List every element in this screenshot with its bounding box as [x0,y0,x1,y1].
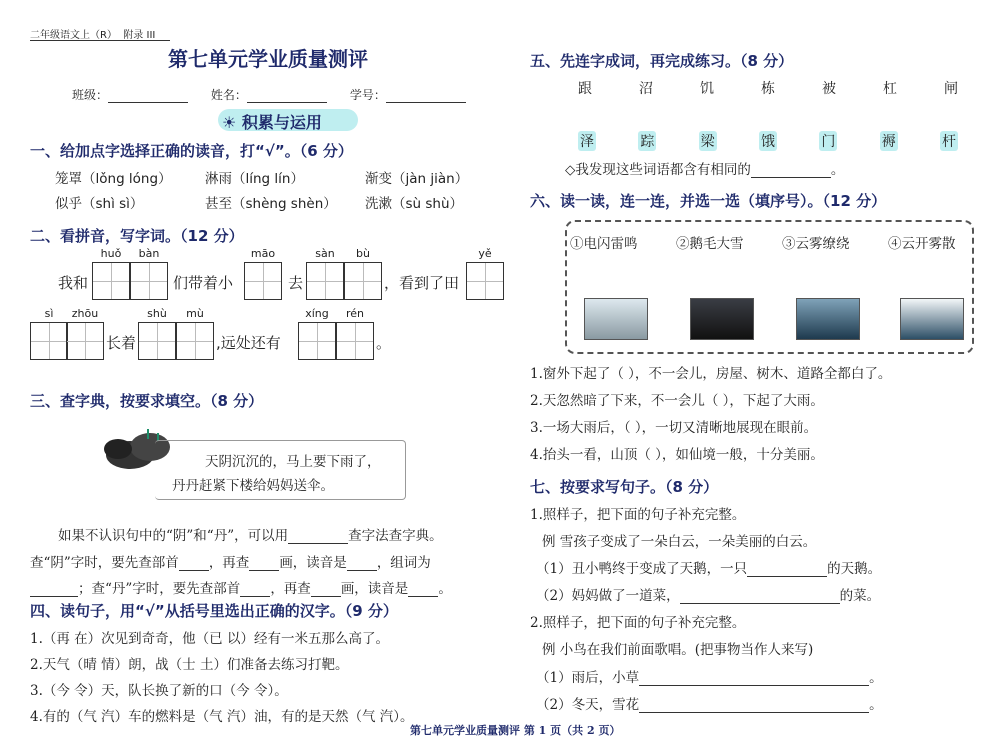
writing-box[interactable] [66,322,104,360]
option: ③云雾缭绕 [782,236,850,252]
word-char[interactable]: 杆 [940,131,958,151]
q6-item: 2.天忽然暗了下来，不一会儿（ ），下起了大雨。 [530,393,824,409]
q4-item: 2.天气（晴 情）朗，战（士 土）们准备去练习打靶。 [30,657,349,673]
q7-subtitle: 2.照样子，把下面的句子补充完整。 [530,615,746,631]
q3-fill-line: 如果不认识句中的“阴”和“丹”，可以用 查字法查字典。 [58,528,443,544]
q3-fill-line: 查“阴”字时，要先查部首 ，再查 画，读音是 ，组词为 [30,555,431,571]
header-rule [30,40,170,41]
q4-title: 四、读句子，用“√”从括号里选出正确的汉字。（9 分） [30,602,398,620]
answer-blank[interactable] [680,589,840,604]
answer-blank[interactable] [288,529,348,544]
q3-sentence: 丹丹赶紧下楼给妈妈送伞。 [172,478,334,494]
answer-blank[interactable] [751,163,831,178]
q1-item: 笼罩（lǒng lóng） [55,171,172,187]
q1-item: 淋雨（líng lín） [205,171,304,187]
writing-box[interactable] [130,262,168,300]
word-char[interactable]: 被 [822,81,836,97]
writing-box[interactable] [92,262,130,300]
word-char[interactable]: 饿 [759,131,777,151]
pinyin: zhōu [71,307,99,320]
word-char[interactable]: 踪 [638,131,656,151]
answer-blank[interactable] [747,562,827,577]
pinyin: rén [345,307,365,320]
writing-box[interactable] [306,262,344,300]
writing-box[interactable] [466,262,504,300]
pinyin: bù [356,247,370,260]
q1-title: 一、给加点字选择正确的读音，打“√”。（6 分） [30,142,353,160]
sun-icon: ☀ [222,113,237,132]
q7-example: 例 雪孩子变成了一朵白云，一朵美丽的白云。 [542,534,817,550]
answer-blank[interactable] [639,671,869,686]
pinyin: yě [478,247,492,260]
pinyin: xíng [305,307,329,320]
writing-box[interactable] [344,262,382,300]
q7-line: （2）冬天，雪花 。 [536,697,883,713]
word-char[interactable]: 栋 [761,81,775,97]
q2-text: 去 [288,274,304,292]
option: ①电闪雷鸣 [570,236,638,252]
q4-item: 1.（再 在）次见到奇奇，他（已 以）经有一米五那么高了。 [30,631,389,647]
q2-text: 我和 [58,274,89,292]
cloudy-mountain-image[interactable] [796,298,860,340]
q7-example: 例 小鸟在我们前面歌唱。(把事物当作人来写) [542,642,814,658]
thunderstorm-image[interactable] [690,298,754,340]
q5-title: 五、先连字成词，再完成练习。（8 分） [530,52,794,70]
q2-text: ，看到了田 [384,274,460,292]
writing-box[interactable] [298,322,336,360]
section-banner-text: ☀ 积累与运用 [222,113,322,132]
writing-box[interactable] [30,322,68,360]
answer-blank[interactable] [639,698,869,713]
page-title: 第七单元学业质量测评 [168,47,368,71]
q2-text: 们带着小 [173,274,234,292]
q3-title: 三、查字典，按要求填空。（8 分） [30,392,264,410]
pinyin: mù [186,307,204,320]
writing-box[interactable] [176,322,214,360]
q7-subtitle: 1.照样子，把下面的句子补充完整。 [530,507,746,523]
word-char[interactable]: 饥 [700,81,714,97]
clearing-fog-image[interactable] [900,298,964,340]
pinyin: huǒ [100,247,122,260]
option: ④云开雾散 [888,236,956,252]
q2-text: ,远处还有 [216,334,281,352]
q2-text: 长着 [106,334,137,352]
pinyin: māo [250,247,276,260]
class-field[interactable] [108,88,188,103]
q7-line: （1）丑小鸭终于变成了天鹅，一只 的天鹅。 [536,561,882,577]
q4-item: 4.有的（气 汽）车的燃料是（气 汽）油，有的是天然（气 汽）。 [30,709,414,725]
q6-item: 1.窗外下起了（ ），不一会儿，房屋、树木、道路全都白了。 [530,366,892,382]
q1-item: 甚至（shèng shèn） [205,196,337,212]
answer-blank[interactable] [240,582,270,597]
page-footer: 第七单元学业质量测评 第 1 页（共 2 页） [410,724,621,737]
id-field[interactable] [386,88,466,103]
q6-title: 六、读一读，连一连，并选一选（填序号）。（12 分） [530,192,887,210]
q3-sentence: 天阴沉沉的，马上要下雨了， [205,454,381,470]
writing-box[interactable] [138,322,176,360]
pinyin: sì [44,307,54,320]
q4-item: 3.（今 令）天，队长换了新的口（今 令）。 [30,683,288,699]
q3-fill-line: ；查“丹”字时，要先查部首 ，再查 画，读音是 。 [30,577,452,597]
writing-box[interactable] [336,322,374,360]
answer-blank[interactable] [249,556,279,571]
pinyin: shù [147,307,167,320]
q7-title: 七、按要求写句子。（8 分） [530,478,719,496]
q1-item: 洗漱（sù shù） [365,196,464,212]
word-char[interactable]: 跟 [578,81,592,97]
q7-line: （1）雨后，小草 。 [536,670,883,686]
answer-blank[interactable] [347,556,377,571]
word-char[interactable]: 闸 [944,81,958,97]
snow-scene-image[interactable] [584,298,648,340]
q5-top-row [578,78,958,98]
word-char[interactable]: 门 [819,131,837,151]
pinyin: sàn [315,247,335,260]
option: ②鹅毛大雪 [676,236,744,252]
writing-box[interactable] [244,262,282,300]
word-char[interactable]: 沼 [639,81,653,97]
pinyin: bàn [138,247,160,260]
info-line: 班级： 姓名： 学号： [72,86,466,103]
answer-blank[interactable] [179,556,209,571]
word-char[interactable]: 褥 [880,131,898,151]
q1-item: 似乎（shì sì） [55,196,144,212]
q6-item: 4.抬头一看，山顶（ ），如仙境一般，十分美丽。 [530,447,824,463]
book-label: 二年级语文上（R） 附录 III [30,30,156,41]
q5-bottom-row [578,131,958,151]
word-char[interactable]: 泽 [578,131,596,151]
q1-item: 渐变（jàn jiàn） [365,171,469,187]
q7-line: （2）妈妈做了一道菜， 的菜。 [536,588,881,604]
answer-blank[interactable] [408,582,438,597]
name-field[interactable] [247,88,327,103]
q5-note: ◇我发现这些词语都含有相同的 。 [565,162,845,178]
answer-blank[interactable] [311,582,341,597]
answer-blank[interactable] [30,582,78,597]
q6-item: 3.一场大雨后，（ ），一切又清晰地展现在眼前。 [530,420,818,436]
word-char[interactable]: 梁 [699,131,717,151]
q2-text: 。 [376,334,392,352]
word-char[interactable]: 杠 [883,81,897,97]
q2-title: 二、看拼音，写字词。（12 分） [30,227,244,245]
